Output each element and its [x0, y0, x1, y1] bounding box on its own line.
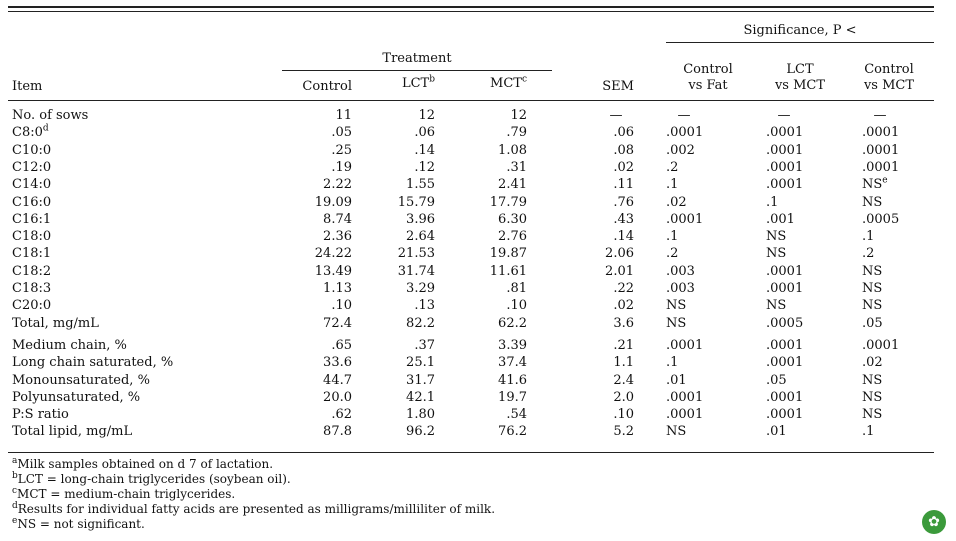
cell-control: .05	[331, 125, 352, 141]
cell-p2: —	[777, 108, 791, 123]
cell-mct: 62.2	[498, 315, 527, 331]
cell-lct: 2.64	[406, 229, 435, 245]
table-top-rule	[8, 6, 934, 8]
cell-mct: 12	[510, 108, 527, 123]
table-row	[0, 337, 956, 354]
cell-p3: .02	[862, 355, 883, 371]
cell-lct: 25.1	[406, 355, 435, 371]
cell-control: 2.22	[323, 177, 352, 193]
significance-rule	[666, 42, 934, 43]
table-row	[0, 194, 956, 211]
cell-sem: .02	[613, 159, 634, 175]
cell-p1: NS	[666, 315, 687, 331]
cell-control: 24.22	[314, 246, 352, 262]
cell-mct: 3.39	[498, 337, 527, 353]
cell-p3: .1	[862, 229, 875, 245]
cell-p1: .0001	[666, 125, 704, 141]
row-item-label: C16:0	[12, 194, 52, 210]
row-item-label: C18:1	[12, 246, 52, 262]
row-item-label: Total lipid, mg/mL	[12, 424, 133, 440]
row-item-label: C18:0	[12, 229, 52, 245]
cell-control: .19	[331, 159, 352, 175]
cell-mct: .54	[506, 407, 527, 423]
table-row	[0, 406, 956, 423]
table-row	[0, 211, 956, 228]
cell-p2: .0001	[766, 159, 804, 175]
footnote: $^d$Results for individual fatty acids are presented as milligrams/milliliter of milk.	[12, 501, 496, 516]
footnote: $^a$Milk samples obtained on d 7 of lactation.	[12, 456, 274, 471]
cell-control: 1.13	[323, 281, 352, 296]
cell-control: 72.4	[323, 315, 352, 331]
table-row	[0, 124, 956, 141]
cell-lct: 42.1	[406, 389, 435, 405]
cell-lct: 1.55	[406, 177, 435, 193]
cell-mct: 37.4	[498, 355, 527, 371]
row-item-label: C10:0	[12, 142, 52, 158]
cell-p3: —	[873, 108, 887, 123]
cell-sem: .76	[613, 194, 634, 210]
cell-p3: .0001	[862, 125, 900, 141]
footnote: $^c$MCT = medium-chain triglycerides.	[12, 486, 236, 501]
table-row	[0, 372, 956, 389]
cell-p3: .2	[862, 246, 875, 262]
cell-mct: 2.76	[498, 229, 527, 245]
cell-lct: 21.53	[397, 246, 435, 262]
treatment-rule	[282, 70, 552, 71]
cell-p1: .1	[666, 229, 679, 245]
cell-lct: 1.80	[406, 407, 435, 423]
cell-p1: .003	[666, 263, 695, 279]
row-item-label: Polyunsaturated, %	[12, 389, 141, 405]
cell-sem: .43	[613, 211, 634, 227]
sig-control-vs-fat-header: Control vs Fat	[683, 62, 733, 93]
cell-p3: NS	[862, 194, 883, 210]
sig-lct-vs-mct-header: LCT vs MCT	[774, 62, 826, 93]
cell-lct: .06	[414, 125, 435, 141]
cell-p3: NS	[862, 407, 883, 423]
table-bottom-rule	[8, 452, 934, 453]
cell-sem: —	[609, 108, 623, 123]
table-row	[0, 159, 956, 176]
sem-header: SEM	[602, 79, 634, 94]
cell-control: 2.36	[323, 229, 352, 245]
control-header: Control	[302, 79, 352, 94]
cell-p3: NS	[862, 298, 883, 314]
row-item-label: C18:3	[12, 281, 52, 296]
table-row	[0, 280, 956, 297]
cell-p2: .01	[766, 424, 787, 440]
cell-p1: .0001	[666, 211, 704, 227]
sig-control-vs-mct-header: Control vs MCT	[863, 62, 915, 93]
cell-p2: .0001	[766, 142, 804, 158]
cell-p2: .0001	[766, 407, 804, 423]
cell-control: .65	[331, 337, 352, 353]
cell-p2: .0001	[766, 125, 804, 141]
table-row	[0, 315, 956, 332]
cell-control: 8.74	[323, 211, 352, 227]
table-row	[0, 228, 956, 245]
cell-p1: .002	[666, 142, 695, 158]
row-item-label: Medium chain, %	[12, 337, 127, 353]
cell-control: 87.8	[323, 424, 352, 440]
cell-p1: .02	[666, 194, 687, 210]
cell-sem: .02	[613, 298, 634, 314]
cell-sem: .08	[613, 142, 634, 158]
cell-p1: .003	[666, 281, 695, 296]
row-item-label: C12:0	[12, 159, 52, 175]
cell-lct: .14	[414, 142, 435, 158]
cell-p2: .1	[766, 194, 779, 210]
cell-lct: .13	[414, 298, 435, 314]
cell-sem: 3.6	[613, 315, 634, 331]
cell-p2: NS	[766, 246, 787, 262]
lct-header: LCT$^b$	[401, 74, 435, 91]
cell-mct: 76.2	[498, 424, 527, 440]
footnote: $^e$NS = not significant.	[12, 516, 145, 531]
cell-p2: .0001	[766, 177, 804, 193]
cell-sem: 2.06	[605, 246, 634, 262]
cell-p3: NS	[862, 389, 883, 405]
cell-sem: .14	[613, 229, 634, 245]
cell-control: .10	[331, 298, 352, 314]
cell-p1: .01	[666, 372, 687, 388]
cell-control: 33.6	[323, 355, 352, 371]
table-row	[0, 245, 956, 262]
cell-control: 11	[335, 108, 352, 123]
cell-lct: 31.7	[406, 372, 435, 388]
cell-p2: NS	[766, 229, 787, 245]
cell-control: .25	[331, 142, 352, 158]
table-row	[0, 423, 956, 440]
cell-p3: NS	[862, 263, 883, 279]
row-item-label: C20:0	[12, 298, 52, 314]
cell-mct: .81	[506, 281, 527, 296]
cell-lct: 82.2	[406, 315, 435, 331]
row-item-label: C18:2	[12, 263, 52, 279]
table-top-rule-inner	[8, 11, 934, 12]
table-row	[0, 389, 956, 406]
cell-p1: .1	[666, 355, 679, 371]
cell-lct: 12	[418, 108, 435, 123]
cell-p2: .0001	[766, 263, 804, 279]
row-item-label: Long chain saturated, %	[12, 355, 174, 371]
cell-control: 19.09	[314, 194, 352, 210]
cell-lct: 31.74	[397, 263, 435, 279]
table-row	[0, 142, 956, 159]
row-item-label: No. of sows	[12, 108, 89, 123]
table-row	[0, 176, 956, 193]
table-row	[0, 297, 956, 314]
cell-sem: .11	[613, 177, 634, 193]
cell-sem: 2.01	[605, 263, 634, 279]
row-item-label: C16:1	[12, 211, 52, 227]
item-header: Item	[12, 79, 43, 94]
cell-p2: .0001	[766, 389, 804, 405]
footnotes	[12, 457, 495, 532]
cell-lct: 3.96	[406, 211, 435, 227]
cell-control: 44.7	[323, 372, 352, 388]
significance-header: Significance, P <	[743, 23, 857, 38]
cell-p1: NS	[666, 424, 687, 440]
cell-p3: .05	[862, 315, 883, 331]
cell-control: 20.0	[323, 389, 352, 405]
cell-p2: NS	[766, 298, 787, 314]
cell-p3: .0001	[862, 337, 900, 353]
cell-lct: .37	[414, 337, 435, 353]
cell-control: 13.49	[314, 263, 352, 279]
cell-p3: .1	[862, 424, 875, 440]
cell-mct: .10	[506, 298, 527, 314]
cell-sem: 2.0	[613, 389, 634, 405]
cell-p3: NS	[862, 372, 883, 388]
footnote: $^b$LCT = long-chain triglycerides (soybean oil).	[12, 471, 291, 486]
cell-sem: 5.2	[613, 424, 634, 440]
cell-mct: .79	[506, 125, 527, 141]
cell-p2: .0001	[766, 355, 804, 371]
cell-mct: 19.87	[489, 246, 527, 262]
cell-p3: NS	[862, 281, 883, 296]
cell-sem: 2.4	[613, 372, 634, 388]
cell-p2: .0005	[766, 315, 804, 331]
cell-p2: .0001	[766, 281, 804, 296]
cell-lct: 96.2	[406, 424, 435, 440]
cell-p1: .1	[666, 177, 679, 193]
cell-mct: 6.30	[498, 211, 527, 227]
cell-p1: .0001	[666, 337, 704, 353]
cell-p1: .0001	[666, 389, 704, 405]
cell-mct: .31	[506, 159, 527, 175]
cell-p3: .0005	[862, 211, 900, 227]
cell-p1: .2	[666, 246, 679, 262]
row-item-label: C14:0	[12, 177, 52, 193]
cell-mct: 1.08	[498, 142, 527, 158]
table-row	[0, 354, 956, 371]
cell-mct: 11.61	[489, 263, 527, 279]
treatment-header: Treatment	[382, 51, 452, 66]
row-item-label: Monounsaturated, %	[12, 372, 150, 388]
cell-mct: 41.6	[498, 372, 527, 388]
cell-lct: .12	[414, 159, 435, 175]
cell-p1: .2	[666, 159, 679, 175]
row-item-label: Total, mg/mL	[12, 315, 99, 331]
cell-p2: .001	[766, 211, 795, 227]
cell-sem: .21	[613, 337, 634, 353]
table-row	[0, 263, 956, 280]
cell-p3: .0001	[862, 142, 900, 158]
cell-mct: 19.7	[498, 389, 527, 405]
table-row	[0, 107, 956, 124]
cell-p3: .0001	[862, 159, 900, 175]
cell-sem: .06	[613, 125, 634, 141]
cell-sem: .10	[613, 407, 634, 423]
header-bottom-rule	[8, 100, 934, 101]
cell-mct: 2.41	[498, 177, 527, 193]
cell-control: .62	[331, 407, 352, 423]
row-item-label: P:S ratio	[12, 407, 69, 423]
leaf-badge-icon: ✿	[922, 510, 946, 534]
mct-header: MCT$^c$	[490, 74, 527, 91]
cell-p1: —	[677, 108, 691, 123]
cell-p1: .0001	[666, 407, 704, 423]
cell-p2: .05	[766, 372, 787, 388]
cell-p2: .0001	[766, 337, 804, 353]
cell-sem: .22	[613, 281, 634, 296]
cell-p1: NS	[666, 298, 687, 314]
cell-lct: 3.29	[406, 281, 435, 296]
row-item-label: C8:0$^d$	[12, 123, 49, 141]
cell-mct: 17.79	[489, 194, 527, 210]
cell-p3: $NS^e$	[862, 175, 888, 193]
cell-lct: 15.79	[397, 194, 435, 210]
cell-sem: 1.1	[613, 355, 634, 371]
